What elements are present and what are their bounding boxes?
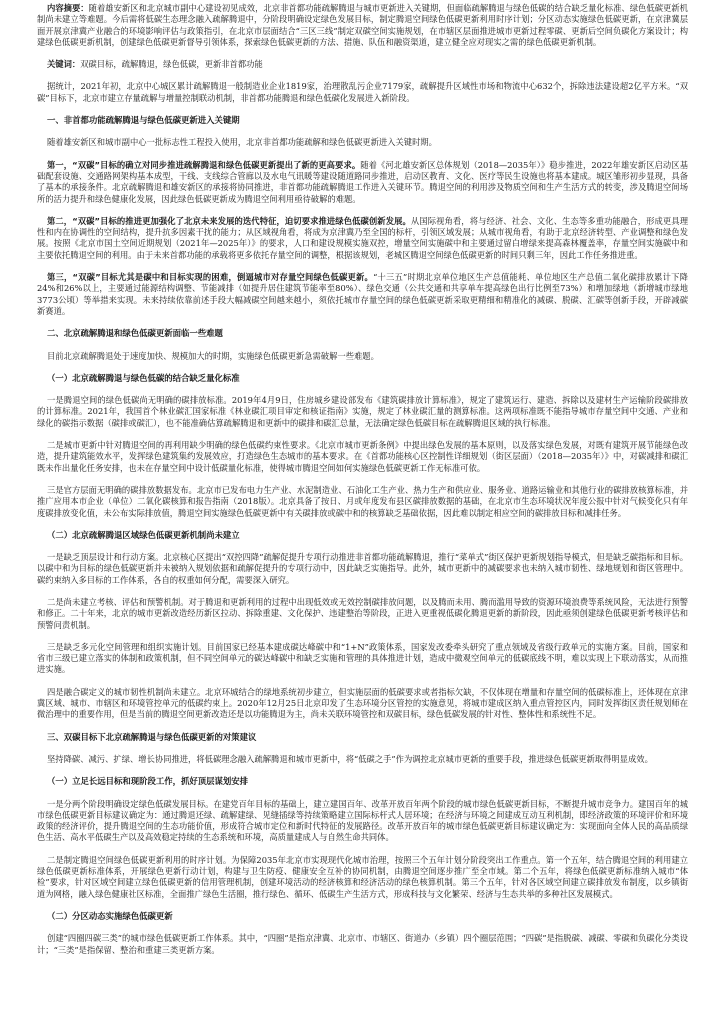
section-1-heading: 一、非首都功能疏解腾退与绿色低碳更新进入关键期 bbox=[47, 115, 240, 126]
abstract bbox=[37, 3, 688, 48]
intro-paragraph: 据统计，2021年初，北京中心城区累计疏解腾退一般制造业企业1819家，治理散乱污企业7179家，疏解提升区域性市场和物流中心632个，拆除违法建设超2亿平方米。“双碳”目标下，北京市建立存量疏解与增量控制联动机制，非首都功能腾退和绿色低碳化发展进入新阶段。 bbox=[37, 81, 688, 103]
paragraph: 二是城市更新中针对腾退空间的再利用缺少明确的绿色低碳约束性要求。《北京市城市更新条例》中提出绿色发展的基本原则，以及落实绿色发展，对既有建筑开展节能绿色改造，提升建筑能效水平，发挥绿色建筑集约发展效应，打造绿色生态城市的基本要求。在《首都功能核心区控制性详细规划（街区层面）（2018—2035年）》中，对碳减排和碳汇既未作出量化任务安排，也未在存量空间中设计低碳量化标准，使得城市腾退空间如何实施绿色低碳更新工作无标准可依。 bbox=[37, 440, 688, 473]
paragraph: 三是缺乏多元化空间管理和组织实施计划。目前国家已经基本建成碳达峰碳中和“1+N”政策体系，国家发改委牵头研究了重点领域及省级行政单元的实施方案。目前，国家和省市三级已建立落实的体制和政策机制，但不同空间单元的碳达峰碳中和缺乏实施和管理的具体推进计划，造成中微观空间单元的低碳底线不明，难以实现上下联动落实，从而推进实施。 bbox=[37, 641, 688, 675]
paragraph: 一是腾退空间的绿色低碳尚无明确的碳排放标准。2019年4月9日，住房城乡建设部发布《建筑碳排放计算标准》，规定了建筑运行、建造、拆除以及建材生产运输阶段碳排放的计算标准。2021年，我国首个林业碳汇国家标准《林业碳汇项目审定和核证指南》实施，规定了林业碳汇量的测算标准。这两项标准既不能指导城市存量空间中交通、产业和绿化的碳指示数据（碳排或碳汇），也不能准确估算疏解腾退和更新中的碳排和碳汇总量，无法确定绿色低碳目标在疏解腾退区域的执行标准。 bbox=[37, 395, 688, 428]
paragraph-lead: 第二，“双碳”目标的推进更加强化了北京未来发展的迭代特征，迫切要求推进绿色低碳创新发展。 bbox=[47, 215, 411, 226]
paragraph: 三是官方层面无明确的碳排放数据发布。北京市已发布电力生产业、水泥制造业、石油化工生产业、热力生产和供应业、服务业、道路运输业和其他行业的碳排放核算标准，并推广应用本市企业（单位）二氧化碳核算和报告指南（2018版）。北京具备了按日、月或年度发布县区碳排放数据的基础，在北京市生态环境状况年度公报中针对气候变化只有年度碳排放变化值，未公布实际排放值，腾退空间实施绿色低碳更新中有关碳排放或碳中和的核算缺乏基础依据，因此难以制定相应空间的碳排放目标和减排任务。 bbox=[37, 484, 688, 518]
section-3-heading: 三、双碳目标下北京疏解腾退与绿色低碳更新的对策建议 bbox=[47, 731, 257, 742]
subsection-heading: （一）立足长远目标和现阶段工作，抓好顶层谋划安排 bbox=[47, 776, 248, 787]
paragraph: 坚持降碳、减污、扩绿、增长协同推进，将低碳理念融入疏解腾退和城市更新中，将“低碳之手”作为调控北京城市更新的重要手段，推进绿色低碳更新取得明显成效。 bbox=[47, 753, 653, 764]
abstract-label: 内容摘要： bbox=[47, 3, 89, 13]
keywords-label: 关键词： bbox=[47, 59, 81, 70]
paragraph-body: 从国际视角看，将与经济、社会、文化、生态等多重功能融合，形成更具理性和内在协调性的空间结构，提升抗多因素干扰的能力；从区域视角看，将成为京津冀乃至全国的标杆，引领区域发展；从城市视角看，有助于北京经济转型、产业调整和绿色发展。按照《北京市国土空间近期规划（2021年—2025年）》的要求，人口和建设规模实施双控，增量空间实施碳中和主要通过留白增绿来提高森林覆盖率，存量空间实施碳中和主要依托腾退空间的利用。由于未来首都功能的承载将更多依托存量空间的调整，根据该规划，老城区腾退空间绿色低碳更新的时间只剩三年，因此工作任务推进重。 bbox=[37, 215, 688, 260]
paragraph: 一是缺乏顶层设计和行动方案。北京核心区提出“双控四降”疏解促提升专项行动推进非首都功能疏解腾退，推行“菜单式”街区保护更新规划指导模式，但是缺乏碳指标和目标。以碳中和为目标的绿色低碳更新并未被纳入规划依据和疏解促提升的专项行动中，因此缺乏实施指导。此外，城市更新中的减碳要求也未纳入城市韧性、绿地规划和街区管理中。碳约束纳入多目标的工作体系，各自的权重如何分配，需要深入研究。 bbox=[37, 552, 688, 585]
keywords bbox=[37, 59, 688, 70]
subsection-heading: （一）北京疏解腾退与绿色低碳的结合缺乏量化标准 bbox=[47, 372, 240, 383]
paragraph bbox=[37, 272, 688, 317]
paragraph: 创建“四圈四碳三类”的城市绿色低碳更新工作体系。其中，“四圈”是指京津冀、北京市、市辖区、街道办（乡镇）四个圈层范围；“四碳”是指脱碳、减碳、零碳和负碳化分类设计；“三类”是指保留、整治和重建三类更新方案。 bbox=[37, 933, 688, 955]
paragraph bbox=[37, 160, 688, 205]
paragraph: 目前北京疏解腾退处于速度加快、规模加大的时期，实施绿色低碳更新急需破解一些难题。 bbox=[47, 350, 379, 361]
subsection-heading: （二）分区动态实施绿色低碳更新 bbox=[47, 910, 173, 921]
keywords-text: 双碳目标，疏解腾退，绿色低碳，更新非首都功能 bbox=[80, 59, 263, 70]
paragraph: 四是融合碳定义的城市韧性机制尚未建立。北京环城结合的绿地系统初步建立，但实施层面的低碳要求或者指标欠缺，不仅体现在增量和存量空间的低碳标准上，还体现在京津冀区域、城市、市辖区和环境管控单元的低碳约束上。2020年12月25日北京印发了生态环境分区管控的实施意见，将城市建成区纳入重点管控区内，同时发挥街区责任规划师在微治理中的重要作用，但是当前的腾退空间更新改造还是以功能腾退为主，尚未关联环境管控和双碳目标，绿色低碳发展的针对性、整体性和系统性不足。 bbox=[37, 686, 688, 720]
paragraph: 二是制定腾退空间绿色低碳更新利用的时序计划。为保障2035年北京市实现现代化城市治理，按照三个五年计划分阶段突出工作重点。第一个五年，结合腾退空间的利用建立绿色低碳更新标准体系，开展绿色更新行动计划，构建与卫生防疫、健康安全互补的协同机制，由腾退空间逐步推广至全市域。第二个五年，将绿色低碳更新标准纳入城市“体检”要求，针对区域空间建立绿色低碳更新的信用管理机制，创建环境活动的经济核算和经济活动的绿色核算机制。第三个五年，针对各区域空间建立碳排放发布制度，以乡镇街道为网格，融入绿色健康社区标准，全面推广绿色生活圈，推行绿色、循环、低碳生产生活方式，形成科技与文化繁荣、经济与生态共举的多种社区发展模式。 bbox=[37, 854, 688, 899]
paragraph-lead: 第一，“双碳”目标的确立对同步推进疏解腾退和绿色低碳更新提出了新的更高要求。 bbox=[47, 159, 361, 170]
paragraph bbox=[37, 216, 688, 261]
paragraph-body: “十三五”时期北京单位地区生产总值能耗、单位地区生产总值二氧化碳排放累计下降24%和26%以上，主要通过能源结构调整、节能减排（如提升居住建筑节能率至80%）、绿色交通（公共交通和共享单车提高绿色出行比例至73%）和增加绿地（新增城市绿地3773公顷）等举措来实现。未来持续依靠前述手段大幅减碳空间越来越小，须依托城市存量空间的绿色低碳更新采取更精细和精准化的减碳、脱碳、汇碳等创新手段，开辟减碳新赛道。 bbox=[37, 272, 688, 316]
paragraph-lead: 第三，“双碳”目标尤其是碳中和目标实现的困难，倒逼城市对存量空间绿色低碳更新。 bbox=[47, 272, 374, 283]
section-2-heading: 二、北京疏解腾退和绿色低碳更新面临一些难题 bbox=[47, 328, 223, 339]
paragraph: 二是尚未建立考核、评估和预警机制。对于腾退和更新利用的过程中出现低效或无效控制碳排放问题，以及腾而未用、腾而滥用导致的资源环境浪费等系统风险，无法进行预警和修正。二十年来，北京的城市更新改造经历新区拉动、拆除重建、文化保护、违建整治等阶段，正进入更重视低碳化腾退更新的新阶段，因此亟须创建绿色低碳更新考核评估和预警问责机制。 bbox=[37, 596, 688, 630]
paragraph-body: 随着《河北雄安新区总体规划（2018—2035年）》稳步推进，2022年雄安新区启动区基础配套设施、交通路网架构基本成型，干线、支线综合管廊以及水电气讯暖等建设随道路同步推进，启动区教育、文化、医疗等民生设施也将基本建成。城区雏形初步显现，具备了基本的承接条件。北京疏解腾退和雄安新区的承接将协同推进，非首都功能疏解腾退工作进入关键环节。腾退空间的利用涉及物质空间和生产生活方式的转变，涉及腾退空间场所的活力提升和绿色健康化发展，因此绿色低碳更新成为腾退空间利用亟待破解的难题。 bbox=[37, 159, 688, 204]
paragraph: 一是分两个阶段明确设定绿色低碳发展目标。在建党百年目标的基础上，建立建国百年、改革开放百年两个阶段的城市绿色低碳更新目标，不断提升城市竞争力。建国百年的城市绿色低碳更新目标建议确定为：通过腾退还绿、疏解建绿、见缝插绿等持续策略建立国际标杆式人居环境；在经济与环境之间建成互动互利机制，即经济政策的环境评价和环境政策的经济评价，提升腾退空间的生态功能价值，形成符合城市定位和新时代特征的发展路径。改革开放百年的城市绿色低碳更新目标建议确定为：实现面向全体人民的高品质绿色生活、高水平低碳生产以及高效稳定持续的生态系统和环境，高质量建成人与自然生命共同体。 bbox=[37, 798, 688, 843]
paragraph: 随着雄安新区和城市副中心一批标志性工程投入使用，北京非首都功能疏解和绿色低碳更新进入关键时期。 bbox=[47, 137, 437, 148]
abstract-text: 随着雄安新区和北京城市副中心建设初见成效，北京非首都功能疏解腾退与城市更新进入关键期，但面临疏解腾退与绿色低碳的结合缺乏量化标准、绿色低碳更新机制尚未建立等难题。今后需将低碳生态理念融入疏解腾退中，分阶段明确设定绿色发展目标，制定腾退空间绿色低碳更新利用时序计划；分区动态实施绿色低碳更新，在京津冀层面开展京津冀产业融合的环境影响评估与政策指引，在北京市层面结合“三区三线”制定双碳空间实施规划，在市辖区层面推进城市更新过程零碳、更新后空间负碳化方案设计；构建绿色低碳更新机制，创建绿色低碳更新督导引领体系，探索绿色低碳更新的方法、措施、队伍和融资渠道，建立健全应对现实之需的绿色低碳更新机制。 bbox=[37, 3, 688, 47]
subsection-heading: （二）北京疏解腾退区域绿色低碳更新机制尚未建立 bbox=[47, 529, 240, 540]
article bbox=[37, 3, 688, 967]
